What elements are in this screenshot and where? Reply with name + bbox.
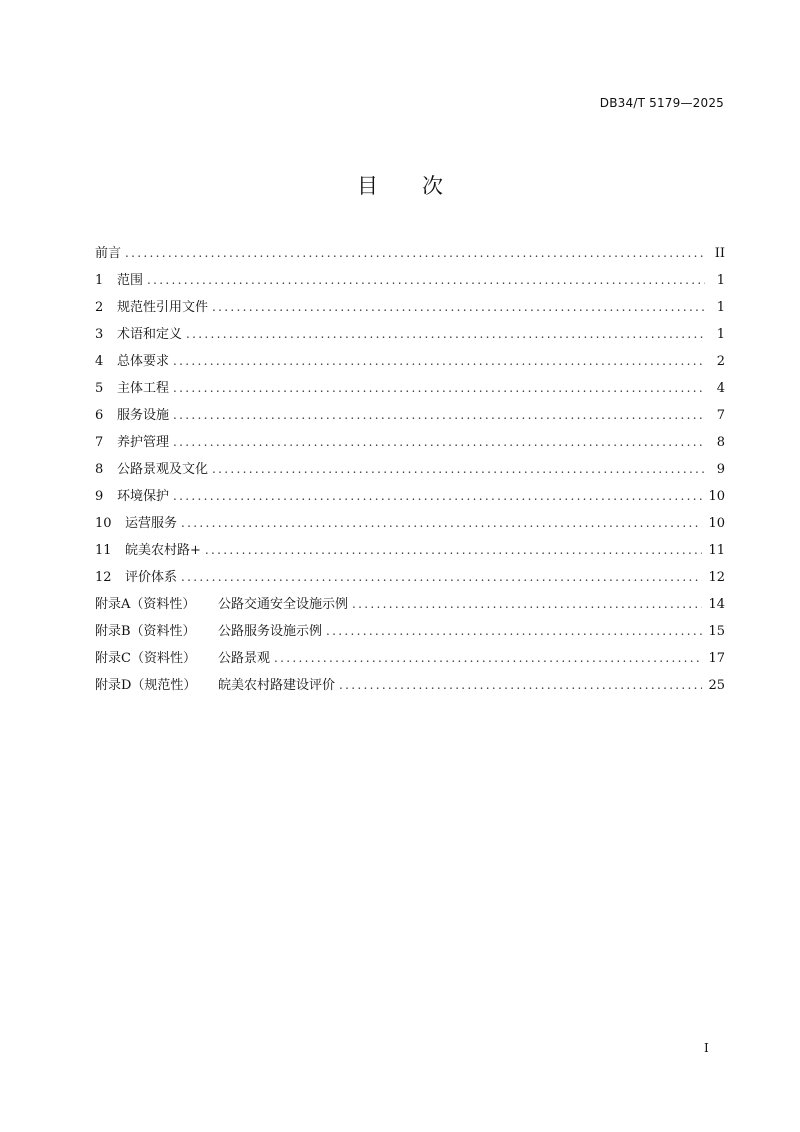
toc-entry-label: 总体要求 — [117, 354, 170, 369]
toc-entry-page: 1 — [716, 327, 725, 342]
toc-entry-label: 环境保护 — [117, 489, 170, 504]
toc-entry-number: 11 — [95, 543, 112, 558]
toc-entry-label: 主体工程 — [117, 381, 170, 396]
toc-dot-leader — [212, 297, 705, 317]
toc-dot-leader — [212, 459, 705, 479]
toc-entry-page: 15 — [708, 624, 725, 639]
toc-entry-1[interactable] — [95, 270, 725, 297]
toc-entry-page: 10 — [708, 516, 725, 531]
toc-entry-page: 2 — [716, 354, 725, 369]
toc-entry-number: 3 — [95, 327, 104, 342]
toc-entry-9[interactable] — [95, 486, 725, 513]
toc-entry-label: 规范性引用文件 — [117, 300, 209, 315]
page-number: I — [704, 1041, 709, 1055]
toc-entry-appendix-c[interactable] — [95, 648, 725, 675]
toc-entry-page: 9 — [716, 462, 725, 477]
toc-dot-leader — [181, 567, 702, 587]
toc-dot-leader — [326, 621, 702, 641]
toc-entry-page: 14 — [708, 597, 725, 612]
page-title — [0, 170, 800, 200]
toc-entry-number: 5 — [95, 381, 104, 396]
toc-entry-number: 附录B（资料性） — [95, 624, 196, 639]
toc-entry-label: 评价体系 — [125, 570, 178, 585]
toc-entry-5[interactable] — [95, 378, 725, 405]
toc-entry-label: 运营服务 — [125, 516, 178, 531]
toc-entry-page: 10 — [708, 489, 725, 504]
toc-dot-leader — [125, 243, 705, 263]
toc-dot-leader — [352, 594, 702, 614]
toc-entry-number: 9 — [95, 489, 104, 504]
toc-entry-label: 术语和定义 — [117, 327, 183, 342]
table-of-contents — [95, 243, 725, 702]
toc-entry-page: 11 — [708, 543, 725, 558]
toc-dot-leader — [173, 432, 705, 452]
toc-entry-10[interactable] — [95, 513, 725, 540]
toc-entry-page: 17 — [708, 651, 725, 666]
toc-entry-11[interactable] — [95, 540, 725, 567]
toc-entry-label: 公路交通安全设施示例 — [218, 597, 349, 612]
toc-entry-12[interactable] — [95, 567, 725, 594]
toc-dot-leader — [173, 351, 705, 371]
document-code: DB34/T 5179—2025 — [599, 96, 724, 110]
toc-entry-label: 前言 — [95, 246, 122, 261]
toc-entry-4[interactable] — [95, 351, 725, 378]
toc-entry-label: 服务设施 — [117, 408, 170, 423]
toc-entry-number: 2 — [95, 300, 104, 315]
toc-entry-appendix-b[interactable] — [95, 621, 725, 648]
toc-dot-leader — [181, 513, 702, 533]
toc-entry-appendix-d[interactable] — [95, 675, 725, 702]
toc-entry-number: 10 — [95, 516, 112, 531]
toc-dot-leader — [274, 648, 702, 668]
toc-dot-leader — [186, 324, 705, 344]
title-char-1: 目 — [357, 174, 378, 198]
toc-dot-leader — [147, 270, 705, 290]
toc-entry-8[interactable] — [95, 459, 725, 486]
toc-entry-number: 附录A（资料性） — [95, 597, 196, 612]
toc-entry-label: 皖美农村路建设评价 — [218, 678, 336, 693]
toc-entry-label: 公路景观及文化 — [117, 462, 209, 477]
toc-entry-page: 1 — [716, 273, 725, 288]
toc-dot-leader — [205, 540, 703, 560]
toc-entry-page: 7 — [716, 408, 725, 423]
toc-entry-number: 4 — [95, 354, 104, 369]
toc-entry-number: 1 — [95, 273, 104, 288]
toc-entry-number: 附录C（资料性） — [95, 651, 196, 666]
toc-entry-label: 范围 — [117, 273, 144, 288]
toc-entry-page: 12 — [708, 570, 725, 585]
toc-dot-leader — [173, 378, 705, 398]
toc-entry-label: 皖美农村路+ — [125, 543, 201, 558]
toc-entry-foreword[interactable] — [95, 243, 725, 270]
toc-entry-label: 公路服务设施示例 — [218, 624, 323, 639]
title-char-2: 次 — [422, 174, 443, 198]
toc-entry-label: 养护管理 — [117, 435, 170, 450]
toc-entry-number: 附录D（规范性） — [95, 678, 197, 693]
toc-entry-number: 7 — [95, 435, 104, 450]
toc-entry-page: 8 — [716, 435, 725, 450]
toc-entry-page: II — [714, 246, 725, 261]
toc-entry-label: 公路景观 — [218, 651, 271, 666]
toc-entry-page: 1 — [716, 300, 725, 315]
toc-entry-page: 4 — [716, 381, 725, 396]
toc-entry-3[interactable] — [95, 324, 725, 351]
toc-entry-appendix-a[interactable] — [95, 594, 725, 621]
toc-dot-leader — [173, 405, 705, 425]
toc-entry-page: 25 — [708, 678, 725, 693]
toc-entry-number: 12 — [95, 570, 112, 585]
toc-entry-7[interactable] — [95, 432, 725, 459]
toc-dot-leader — [339, 675, 702, 695]
toc-entry-6[interactable] — [95, 405, 725, 432]
toc-entry-number: 6 — [95, 408, 104, 423]
toc-entry-2[interactable] — [95, 297, 725, 324]
toc-entry-number: 8 — [95, 462, 104, 477]
toc-dot-leader — [173, 486, 702, 506]
